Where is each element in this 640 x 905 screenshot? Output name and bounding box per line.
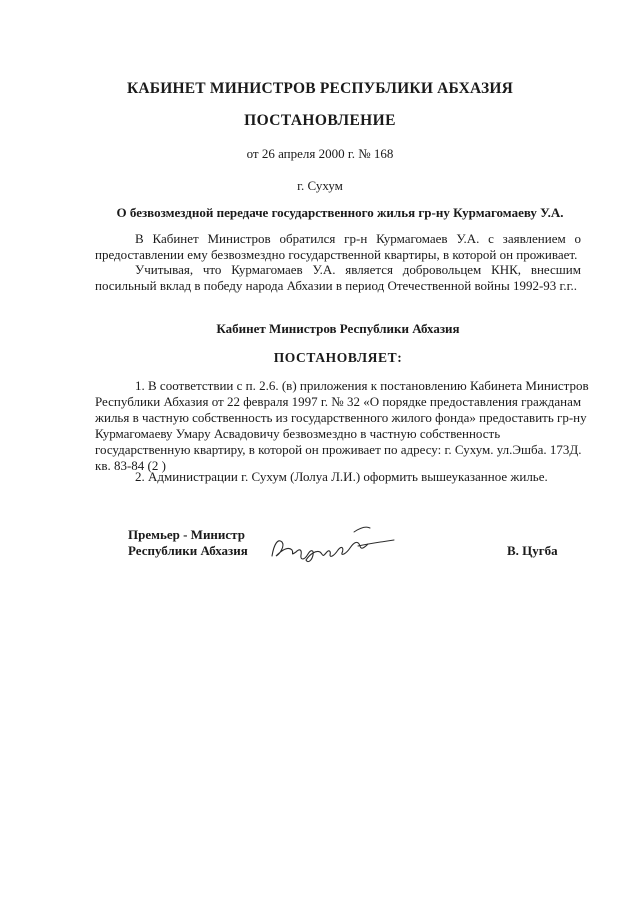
preamble-paragraph-1 [95,231,581,263]
paragraph-line: посильный вклад в победу народа Абхазии в период Отечественной войны 1992-93 г.г.. [95,278,578,293]
paragraph-line: жилья в частную собственность из государственного жилого фонда» предоставить гр-ну [95,410,587,425]
paragraph-line: 2. Администрации г. Сухум (Лолуа Л.И.) оформить вышеуказанное жилье. [135,469,548,484]
document-city: г. Сухум [297,178,343,193]
paragraph-line: Курмагомаеву Умару Асвадовичу безвозмездно в частную собственность [95,426,501,441]
resolution-item-1 [95,378,589,474]
preamble-paragraph-2 [95,262,581,294]
signer-position [128,527,248,559]
paragraph-line: предоставлении ему безвозмездно государственной квартиры, в которой он проживает. [95,247,578,262]
signer-position-line-1: Премьер - Министр [128,527,245,542]
document-subject: О безвозмездной передаче государственного жилья гр-ну Курмагомаеву У.А. [116,205,564,220]
handwritten-signature [268,520,398,564]
resolution-item-2 [95,469,581,485]
document-date: от 26 апреля 2000 г. № 168 [246,146,394,161]
paragraph-line: В Кабинет Министров обратился гр-н Курмагомаев У.А. с заявлением о [135,231,581,246]
resolution-org: Кабинет Министров Республики Абхазия [216,321,460,336]
paragraph-line: кв. 83-84 (2 ) [95,458,166,473]
signer-name: В. Цугба [507,543,558,558]
paragraph-line: 1. В соответствии с п. 2.6. (в) приложения к постановлению Кабинета Министров [135,378,589,393]
resolution-verb: ПОСТАНОВЛЯЕТ: [273,350,403,365]
document-type: ПОСТАНОВЛЕНИЕ [244,112,396,129]
paragraph-line: государственную квартиру, в которой он проживает по адресу: г. Сухум. ул.Эшба. 173Д. [95,442,582,457]
org-title: КАБИНЕТ МИНИСТРОВ РЕСПУБЛИКИ АБХАЗИЯ [126,80,514,97]
paragraph-line: Республики Абхазия от 22 февраля 1997 г. № 32 «О порядке предоставления гражданам [95,394,582,409]
paragraph-line: Учитывая, что Курмагомаев У.А. является добровольцем КНК, внесшим [135,262,581,277]
signer-position-line-2: Республики Абхазия [128,543,248,558]
